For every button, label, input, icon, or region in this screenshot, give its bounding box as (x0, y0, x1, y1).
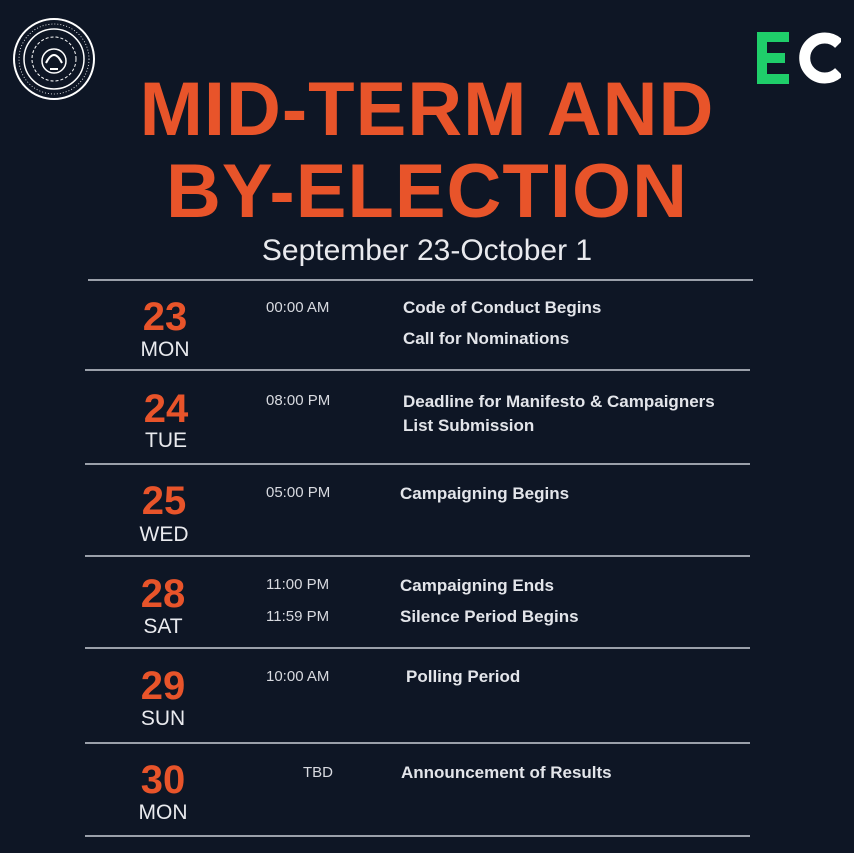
title-line-2: BY-ELECTION (166, 149, 688, 234)
divider (85, 463, 750, 465)
divider (88, 279, 753, 281)
day-number: 25 (141, 479, 187, 523)
divider (85, 555, 750, 557)
weekday: SAT (143, 615, 183, 638)
event-time: TBD (303, 764, 333, 781)
event-time: 11:59 PM (266, 608, 330, 625)
weekday: TUE (145, 429, 187, 452)
divider (85, 742, 750, 744)
divider (85, 369, 750, 371)
event-title: Campaigning Begins (400, 484, 570, 503)
event-title: Announcement of Results (401, 763, 612, 782)
event-time: 08:00 PM (266, 392, 331, 409)
day-number: 30 (140, 758, 186, 802)
event-time: 00:00 AM (266, 299, 330, 316)
event-title: Silence Period Begins (400, 607, 579, 626)
weekday: MON (138, 801, 188, 824)
day-number: 29 (140, 664, 186, 708)
event-title: Code of Conduct Begins (403, 298, 602, 317)
weekday: WED (139, 523, 189, 546)
weekday: SUN (140, 707, 186, 730)
day-number: 23 (142, 295, 188, 339)
divider (85, 647, 750, 649)
event-time: 05:00 PM (266, 484, 331, 501)
event-title: List Submission (403, 416, 535, 435)
title-line-1: MID-TERM AND (139, 67, 715, 152)
day-number: 24 (143, 387, 189, 431)
day-number: 28 (140, 572, 186, 616)
event-time: 11:00 PM (266, 576, 330, 593)
weekday: MON (140, 338, 190, 361)
divider (85, 835, 750, 837)
event-time: 10:00 AM (266, 668, 330, 685)
event-title: Deadline for Manifesto & Campaigners (403, 392, 715, 411)
event-title: Polling Period (406, 667, 521, 686)
event-title: Campaigning Ends (400, 576, 554, 595)
event-title: Call for Nominations (403, 329, 570, 348)
date-range-subtitle: September 23-October 1 (261, 234, 593, 267)
